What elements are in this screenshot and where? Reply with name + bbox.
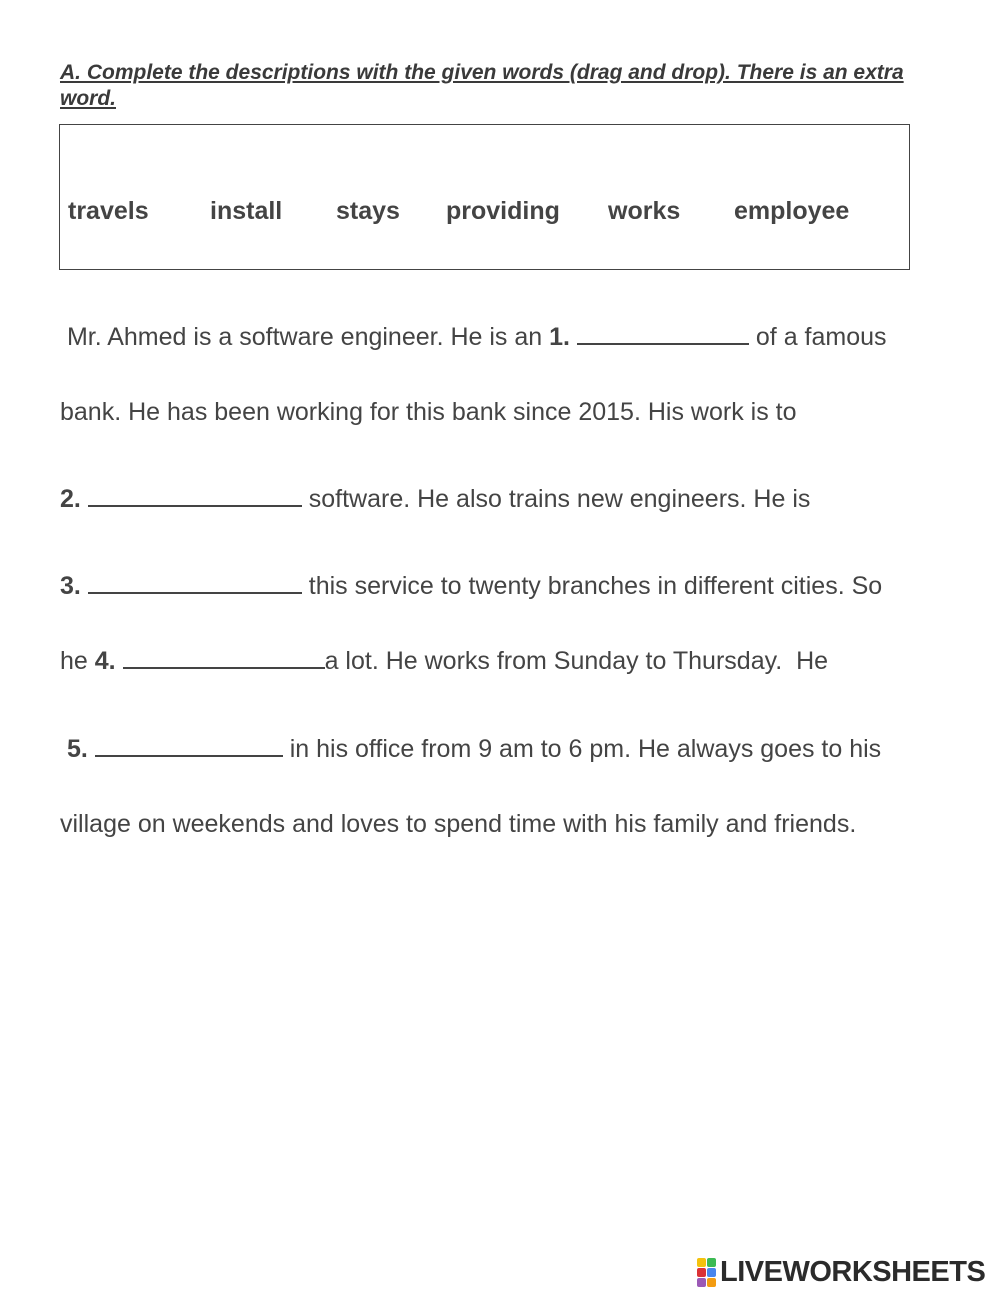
instructions-heading: A. Complete the descriptions with the given words (drag and drop). There is an extra word. xyxy=(60,61,904,110)
word-bank xyxy=(59,124,910,270)
blank-2-number: 2. xyxy=(60,485,81,513)
word-providing[interactable]: providing xyxy=(446,197,560,225)
word-works[interactable]: works xyxy=(608,197,681,225)
line1-text-after: of a famous xyxy=(748,323,887,351)
blank-1-number: 1. xyxy=(549,323,570,351)
blank-2-drop-zone[interactable] xyxy=(88,485,302,507)
blank-5-drop-zone[interactable] xyxy=(95,735,283,757)
passage-line-6 xyxy=(60,735,881,764)
passage-line-7: village on weekends and loves to spend time with his family and friends. xyxy=(60,810,857,838)
word-install[interactable]: install xyxy=(210,197,283,225)
line6-text-after: in his office from 9 am to 6 pm. He always goes to his xyxy=(282,735,882,763)
line3-text-after: software. He also trains new engineers. He is xyxy=(301,485,811,513)
logo-text: LIVEWORKSHEETS xyxy=(720,1255,986,1288)
blank-3-number: 3. xyxy=(60,572,81,600)
word-employee[interactable]: employee xyxy=(734,197,850,225)
passage-line-2: bank. He has been working for this bank since 2015. His work is to xyxy=(60,398,797,426)
word-stays[interactable]: stays xyxy=(336,197,400,225)
passage-line-4 xyxy=(60,572,882,601)
passage-line-3 xyxy=(60,485,810,514)
blank-3-drop-zone[interactable] xyxy=(88,572,302,594)
line5-text-before: he xyxy=(60,647,95,675)
line5-text-after: a lot. He works from Sunday to Thursday. He xyxy=(324,647,829,675)
logo-icon xyxy=(697,1258,716,1287)
line4-text-after: this service to twenty branches in different cities. So xyxy=(301,572,883,600)
blank-4-drop-zone[interactable] xyxy=(123,647,325,669)
blank-4-number: 4. xyxy=(94,647,116,675)
passage-line-1 xyxy=(60,323,887,352)
blank-5-number: 5. xyxy=(66,735,88,763)
liveworksheets-logo xyxy=(697,1255,985,1289)
passage-line-5 xyxy=(60,647,828,676)
line1-text-before: Mr. Ahmed is a software engineer. He is an xyxy=(60,323,550,351)
blank-1-drop-zone[interactable] xyxy=(577,323,749,345)
word-travels[interactable]: travels xyxy=(68,197,149,225)
